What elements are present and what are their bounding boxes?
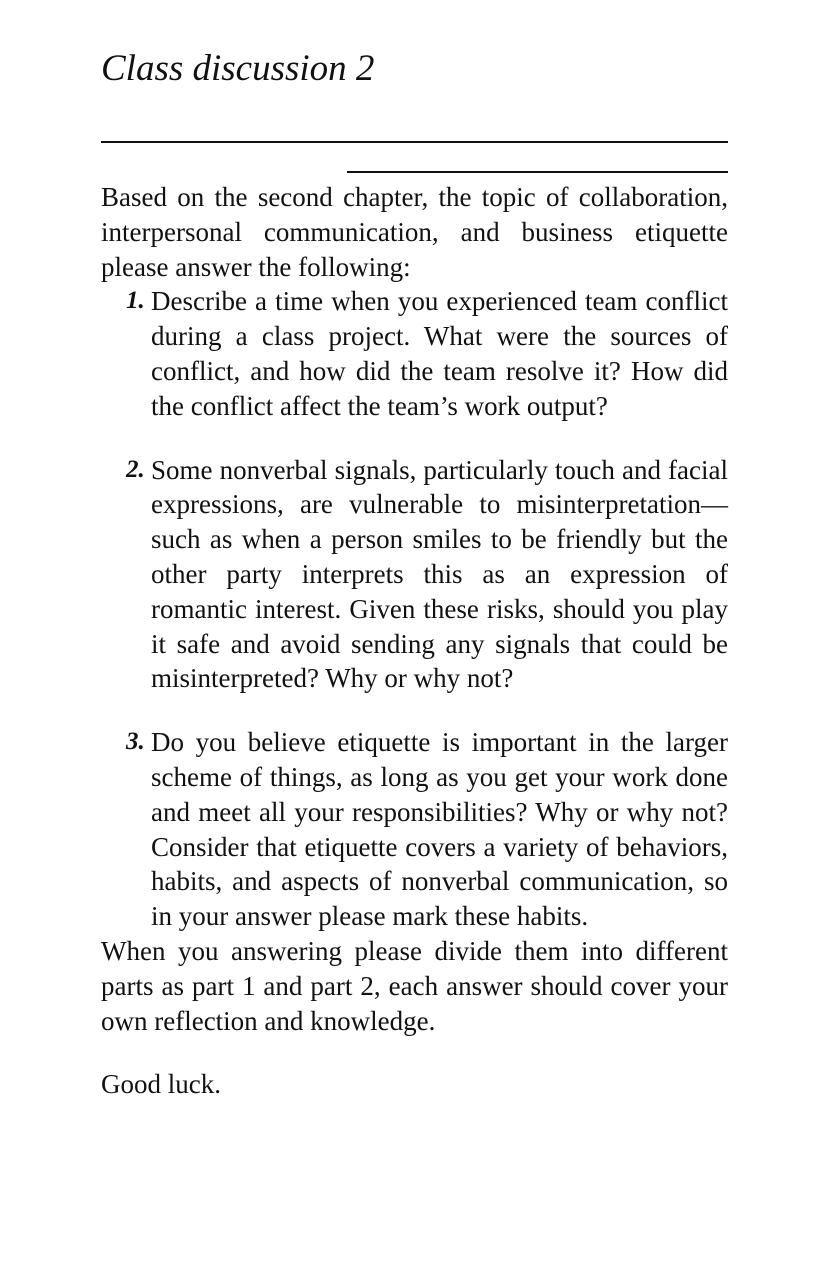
body-text <box>101 180 728 1102</box>
question-number: 2. <box>126 455 145 483</box>
page-title: Class discussion 2 <box>101 48 375 89</box>
instructions-paragraph: When you answering please divide them into different parts as part 1 and part 2, each answer should cover your own reflection and knowledge. <box>101 935 728 1036</box>
closing-text: Good luck. <box>101 1069 221 1100</box>
question-list <box>101 284 728 934</box>
answer-line-short <box>347 171 728 173</box>
question-text: Some nonverbal signals, particularly touch and facial expressions, are vulnerable to misinterpretation—such as when a person smiles to be friendly but the other party interprets this as an expression of romantic interest. Given these risks, should you play it safe and avoid sending any signals that could be misinterpreted? Why or why not? <box>151 454 728 694</box>
answer-line-long <box>101 141 728 143</box>
question-text: Describe a time when you experienced team conflict during a class project. What were the sources of conflict, and how did the team resolve it? How did the conflict affect the team’s work output? <box>151 286 728 421</box>
question-text: Do you believe etiquette is important in the larger scheme of things, as long as you get your work done and meet all your responsibilities? Why or why not? Consider that etiquette covers a variety of behaviors, habits, and aspects of nonverbal communication, so in your answer please mark these habits. <box>151 727 728 932</box>
question-item <box>101 453 728 697</box>
question-number: 1. <box>126 287 145 315</box>
question-number: 3. <box>126 728 145 756</box>
question-item <box>101 284 728 423</box>
intro-paragraph: Based on the second chapter, the topic of collaboration, interpersonal communication, and business etiquette please answer the following: <box>101 182 728 282</box>
question-item <box>101 725 728 934</box>
